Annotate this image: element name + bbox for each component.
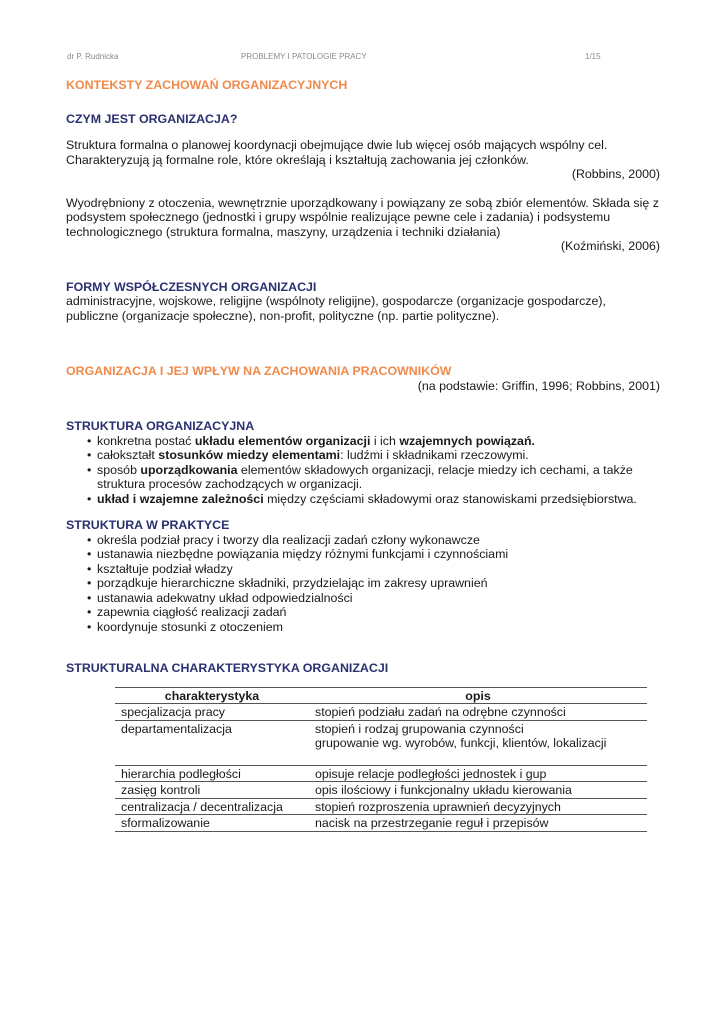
table-row bbox=[115, 798, 647, 815]
section-title-structure-in-practice: STRUKTURA W PRAKTYCE bbox=[66, 518, 230, 532]
list-item: • określa podział pracy i tworzy dla realizacji zadań człony wykonawcze bbox=[66, 533, 660, 548]
table-cell: stopień rozproszenia uprawnień decyzyjnych bbox=[309, 798, 647, 815]
table-cell: opisuje relacje podległości jednostek i gup bbox=[309, 765, 647, 782]
table-row bbox=[115, 782, 647, 799]
table-cell: nacisk na przestrzeganie reguł i przepisów bbox=[309, 815, 647, 832]
list-item: • sposób uporządkowania elementów składowych organizacji, relacje miedzy ich cechami, a także struktura procesów zachodzących w organizacji. bbox=[66, 463, 660, 492]
section-title-what-is-organization: CZYM JEST ORGANIZACJA? bbox=[66, 111, 238, 126]
table-cell: specjalizacja pracy bbox=[115, 704, 309, 721]
list-item: • ustanawia niezbędne powiązania między różnymi funkcjami i czynnościami bbox=[66, 547, 660, 562]
list-item: • kształtuje podział władzy bbox=[66, 562, 660, 577]
citation: (Koźmiński, 2006) bbox=[560, 239, 660, 253]
forms-text: administracyjne, wojskowe, religijne (wspólnoty religijne), gospodarcze (organizacje gospodarcze), publiczne (organizacje społeczne), non-profit, polityczne (np. partie polityczne). bbox=[66, 294, 606, 323]
table-cell: stopień i rodzaj grupowania czynności grupowanie wg. wyrobów, funkcji, klientów, lokalizacji bbox=[309, 720, 647, 765]
header-author: dr P. Rudnicka bbox=[67, 52, 119, 61]
document-body bbox=[66, 78, 660, 832]
list-item: • zapewnia ciągłość realizacji zadań bbox=[66, 605, 660, 620]
header-course: PROBLEMY I PATOLOGIE PRACY bbox=[241, 52, 367, 61]
main-title: KONTEKSTY ZACHOWAŃ ORGANIZACYJNYCH bbox=[66, 78, 348, 92]
table-cell: centralizacja / decentralizacja bbox=[115, 798, 309, 815]
structure-practice-list bbox=[66, 533, 660, 635]
table-cell: hierarchia podległości bbox=[115, 765, 309, 782]
section-title-structural-characteristics: STRUKTURALNA CHARAKTERYSTYKA ORGANIZACJI bbox=[66, 661, 389, 675]
org-structure-list bbox=[66, 434, 660, 507]
table-row bbox=[115, 720, 647, 765]
list-item: • ustanawia adekwatny układ odpowiedzialności bbox=[66, 591, 660, 606]
section-title-forms: FORMY WSPÓŁCZESNYCH ORGANIZACJI bbox=[66, 279, 317, 294]
list-item: • całokształt stosunków miedzy elementami: ludźmi i składnikami rzeczowymi. bbox=[66, 448, 660, 463]
list-item: • koordynuje stosunki z otoczeniem bbox=[66, 620, 660, 635]
table-cell: sformalizowanie bbox=[115, 815, 309, 832]
table-cell: zasięg kontroli bbox=[115, 782, 309, 799]
table-row bbox=[115, 815, 647, 832]
characteristics-table bbox=[115, 687, 647, 832]
definition-paragraph: Struktura formalna o planowej koordynacji obejmujące dwie lub więcej osób mających wspólny cel. Charakteryzują ją formalne role, które określają i kształtują zachowania jej członków. bbox=[66, 138, 608, 167]
section-title-org-structure: STRUKTURA ORGANIZACYJNA bbox=[66, 419, 255, 433]
table-row bbox=[115, 765, 647, 782]
table-row bbox=[115, 704, 647, 721]
list-item: • porządkuje hierarchiczne składniki, przydzielając im zakresy uprawnień bbox=[66, 576, 660, 591]
list-item: • układ i wzajemne zależności między częściami składowymi oraz stanowiskami przedsiębiorstwa. bbox=[66, 492, 660, 507]
table-cell: departamentalizacja bbox=[115, 720, 309, 765]
column-header: opis bbox=[309, 687, 647, 704]
section-title-influence: ORGANIZACJA I JEJ WPŁYW NA ZACHOWANIA PRACOWNIKÓW bbox=[66, 364, 452, 378]
table-header-row bbox=[115, 687, 647, 704]
citation: (na podstawie: Griffin, 1996; Robbins, 2001) bbox=[417, 378, 660, 393]
table-cell: opis ilościowy i funkcjonalny układu kierowania bbox=[309, 782, 647, 799]
column-header: charakterystyka bbox=[115, 687, 309, 704]
header-page-number: 1/15 bbox=[585, 52, 601, 61]
citation: (Robbins, 2000) bbox=[571, 167, 660, 181]
definition-paragraph: Wyodrębniony z otoczenia, wewnętrznie uporządkowany i powiązany ze sobą zbiór elementów. Składa się z podsystem społecznego (jednostki i grupy wspólnie realizujące pewne cele i zadania) i podsystemu technologicznego (struktura formalna, maszyny, urządzenia i techniki działania) bbox=[66, 195, 659, 239]
list-item: • konkretna postać układu elementów organizacji i ich wzajemnych powiązań. bbox=[66, 434, 660, 449]
table-cell: stopień podziału zadań na odrębne czynności bbox=[309, 704, 647, 721]
